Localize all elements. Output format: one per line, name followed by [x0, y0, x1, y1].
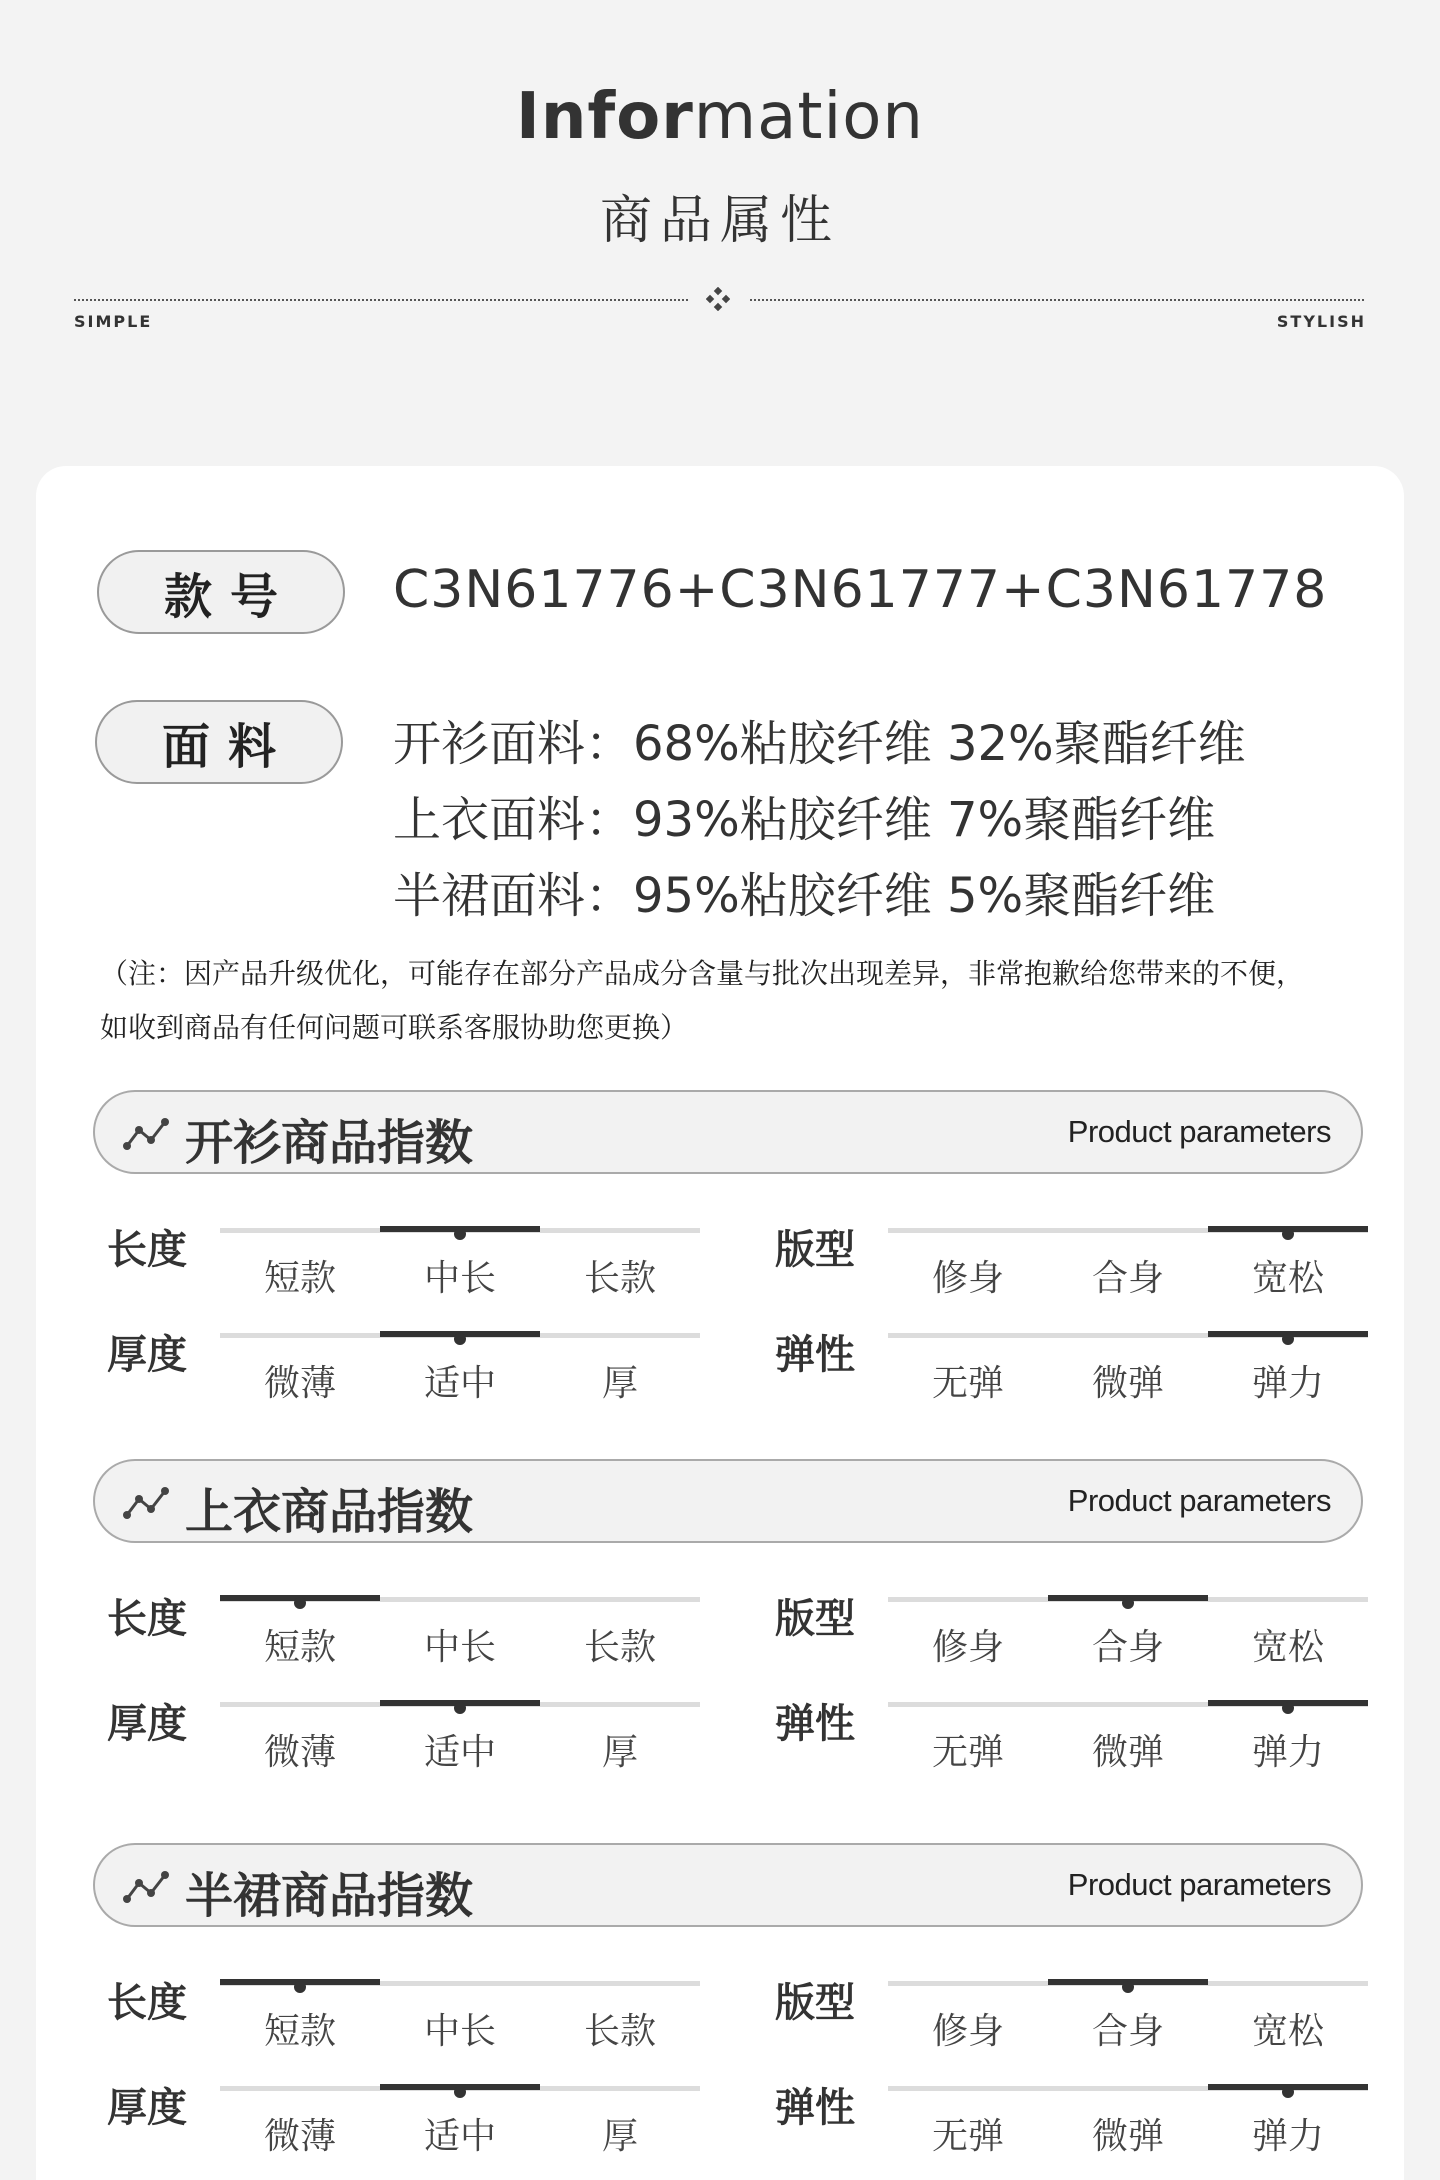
- note-line: （注：因产品升级优化，可能存在部分产品成分含量与批次出现差异，非常抱歉给您带来的不便，: [100, 957, 1305, 990]
- scale-track: [220, 1981, 700, 1986]
- scale-option: 适中: [423, 1732, 496, 1773]
- scale-option: 厚: [601, 2116, 638, 2157]
- param-label: 长度: [107, 1596, 187, 1642]
- scale-dot: [1282, 1333, 1294, 1345]
- scale-track: [888, 1333, 1368, 1338]
- scale-dot: [294, 1981, 306, 1993]
- scale-option: 中长: [423, 1258, 496, 1299]
- scale-option: 合身: [1091, 2011, 1164, 2052]
- scale-option: 适中: [423, 1363, 496, 1404]
- scale-track: [888, 1702, 1368, 1707]
- fabric-line: 开衫面料：68%粘胶纤维 32%聚酯纤维: [393, 716, 1246, 772]
- scale-dot: [1122, 1597, 1134, 1609]
- param-scale: [775, 2085, 1395, 2157]
- style-no-value: C3N61776+C3N61777+C3N61778: [393, 560, 1328, 620]
- scale-selected-marker: [380, 1226, 540, 1232]
- scale-option: 宽松: [1251, 1258, 1324, 1299]
- scale-options: [888, 2108, 1368, 2159]
- scale-option: 适中: [423, 2116, 496, 2157]
- scale-option: 弹力: [1251, 2116, 1324, 2157]
- param-label: 版型: [775, 1596, 855, 1642]
- param-label: 弹性: [775, 2085, 855, 2131]
- section-subtitle: Product parameters: [1067, 1483, 1331, 1518]
- param-label: 长度: [107, 1227, 187, 1273]
- scale-options: [220, 1250, 700, 1301]
- page-subtitle: 商品属性: [599, 191, 840, 251]
- diamond-cross-icon: [706, 287, 730, 311]
- scale-dot: [294, 1597, 306, 1609]
- scale-dot: [1282, 2086, 1294, 2098]
- scale-selected-marker: [1208, 1700, 1368, 1706]
- scale-selected-marker: [1048, 1595, 1208, 1601]
- param-label: 弹性: [775, 1701, 855, 1747]
- scale-option: 短款: [263, 1627, 336, 1668]
- param-scale: [107, 1227, 727, 1299]
- style-no-label: 款号: [97, 550, 345, 634]
- scale-track: [888, 1981, 1368, 1986]
- scale-option: 厚: [601, 1732, 638, 1773]
- scale-options: [888, 1619, 1368, 1670]
- fabric-note: [100, 947, 1360, 1055]
- scale-selected-marker: [1048, 1979, 1208, 1985]
- scale-dot: [1282, 1228, 1294, 1240]
- scale-option: 短款: [263, 2011, 336, 2052]
- scale-selected-marker: [1208, 1331, 1368, 1337]
- scale-option: 宽松: [1251, 1627, 1324, 1668]
- section-subtitle: Product parameters: [1067, 1114, 1331, 1149]
- param-scale: [107, 1980, 727, 2052]
- scale-option: 长款: [583, 2011, 656, 2052]
- scale-option: 微薄: [263, 1363, 336, 1404]
- section-title: 开衫商品指数: [185, 1115, 474, 1171]
- scale-option: 微薄: [263, 2116, 336, 2157]
- scale-option: 中长: [423, 1627, 496, 1668]
- scale-option: 合身: [1091, 1627, 1164, 1668]
- scale-option: 修身: [931, 1627, 1004, 1668]
- param-scale: [107, 1701, 727, 1773]
- scale-option: 微弹: [1091, 2116, 1164, 2157]
- param-scale: [775, 1332, 1395, 1404]
- trend-line-icon: [123, 1116, 171, 1152]
- scale-dot: [1122, 1981, 1134, 1993]
- scale-track: [888, 2086, 1368, 2091]
- section-title: 上衣商品指数: [185, 1484, 474, 1540]
- scale-option: 中长: [423, 2011, 496, 2052]
- tag-stylish: STYLISH: [1276, 312, 1366, 331]
- scale-track: [888, 1597, 1368, 1602]
- scale-selected-marker: [220, 1595, 380, 1601]
- scale-option: 宽松: [1251, 2011, 1324, 2052]
- scale-option: 修身: [931, 1258, 1004, 1299]
- scale-option: 短款: [263, 1258, 336, 1299]
- scale-track: [220, 1702, 700, 1707]
- scale-track: [220, 1597, 700, 1602]
- scale-option: 弹力: [1251, 1732, 1324, 1773]
- param-scale: [775, 1596, 1395, 1668]
- scale-selected-marker: [380, 1331, 540, 1337]
- section-banner: [93, 1459, 1363, 1543]
- scale-option: 厚: [601, 1363, 638, 1404]
- trend-line-icon: [123, 1485, 171, 1521]
- scale-options: [888, 2003, 1368, 2054]
- param-scale: [107, 1332, 727, 1404]
- scale-selected-marker: [220, 1979, 380, 1985]
- note-line: 如收到商品有任何问题可联系客服协助您更换）: [100, 1011, 689, 1044]
- scale-options: [220, 2108, 700, 2159]
- scale-selected-marker: [380, 1700, 540, 1706]
- param-label: 厚度: [107, 1701, 187, 1747]
- section-banner: [93, 1843, 1363, 1927]
- scale-track: [888, 1228, 1368, 1233]
- scale-dot: [454, 1228, 466, 1240]
- scale-options: [888, 1724, 1368, 1775]
- param-scale: [775, 1980, 1395, 2052]
- section-banner: [93, 1090, 1363, 1174]
- scale-options: [220, 1355, 700, 1406]
- param-label: 版型: [775, 1980, 855, 2026]
- scale-track: [220, 2086, 700, 2091]
- page-title-bold: Infor: [516, 80, 694, 154]
- scale-option: 微弹: [1091, 1732, 1164, 1773]
- divider-left: [74, 299, 688, 301]
- scale-track: [220, 1228, 700, 1233]
- param-scale: [775, 1701, 1395, 1773]
- scale-option: 无弹: [931, 1732, 1004, 1773]
- scale-selected-marker: [380, 2084, 540, 2090]
- page-title: [0, 80, 1440, 154]
- scale-option: 无弹: [931, 1363, 1004, 1404]
- scale-option: 长款: [583, 1258, 656, 1299]
- scale-options: [888, 1250, 1368, 1301]
- scale-options: [220, 1724, 700, 1775]
- page-title-light: mation: [693, 80, 924, 154]
- scale-dot: [454, 2086, 466, 2098]
- fabric-line: 半裙面料：95%粘胶纤维 5%聚酯纤维: [393, 868, 1216, 924]
- scale-option: 微弹: [1091, 1363, 1164, 1404]
- divider-right: [750, 299, 1364, 301]
- scale-dot: [1282, 1702, 1294, 1714]
- param-scale: [775, 1227, 1395, 1299]
- param-label: 厚度: [107, 1332, 187, 1378]
- param-scale: [107, 1596, 727, 1668]
- scale-option: 修身: [931, 2011, 1004, 2052]
- scale-selected-marker: [1208, 1226, 1368, 1232]
- scale-option: 长款: [583, 1627, 656, 1668]
- scale-dot: [454, 1333, 466, 1345]
- param-label: 版型: [775, 1227, 855, 1273]
- section-title: 半裙商品指数: [185, 1868, 474, 1924]
- fabric-line: 上衣面料：93%粘胶纤维 7%聚酯纤维: [393, 792, 1216, 848]
- param-scale: [107, 2085, 727, 2157]
- param-label: 弹性: [775, 1332, 855, 1378]
- param-label: 长度: [107, 1980, 187, 2026]
- scale-option: 微薄: [263, 1732, 336, 1773]
- tag-simple: SIMPLE: [74, 312, 153, 331]
- section-subtitle: Product parameters: [1067, 1867, 1331, 1902]
- scale-options: [220, 1619, 700, 1670]
- scale-option: 弹力: [1251, 1363, 1324, 1404]
- scale-options: [220, 2003, 700, 2054]
- scale-option: 无弹: [931, 2116, 1004, 2157]
- scale-dot: [454, 1702, 466, 1714]
- trend-line-icon: [123, 1869, 171, 1905]
- fabric-label: 面料: [95, 700, 343, 784]
- param-label: 厚度: [107, 2085, 187, 2131]
- scale-option: 合身: [1091, 1258, 1164, 1299]
- scale-options: [888, 1355, 1368, 1406]
- scale-selected-marker: [1208, 2084, 1368, 2090]
- scale-track: [220, 1333, 700, 1338]
